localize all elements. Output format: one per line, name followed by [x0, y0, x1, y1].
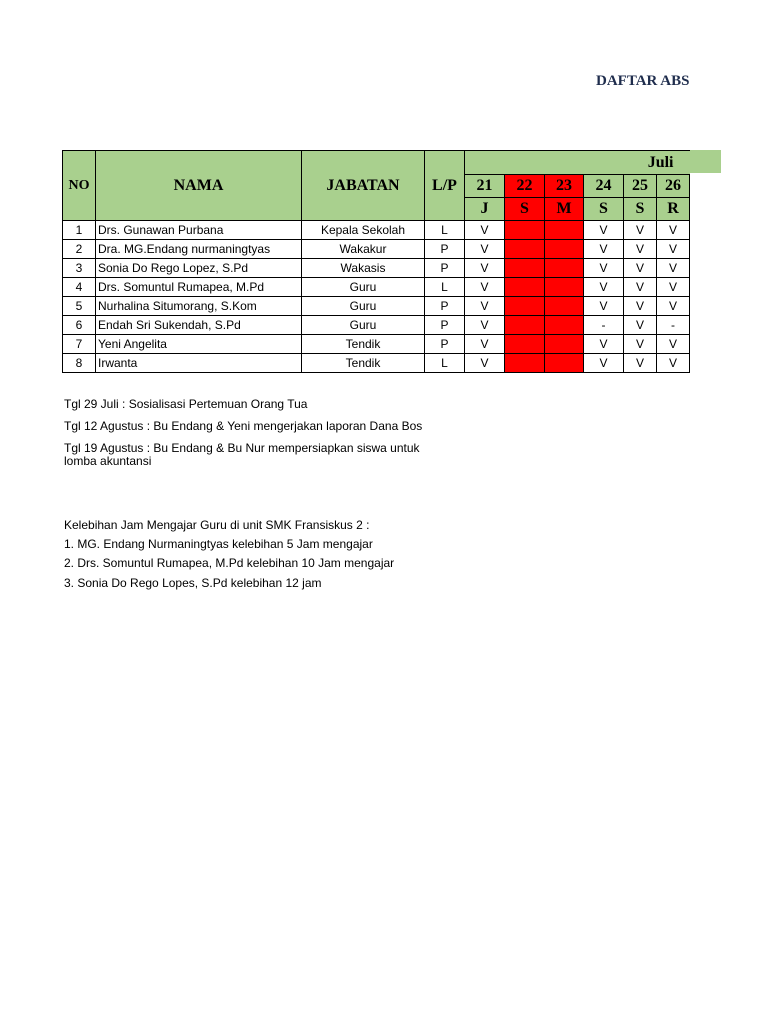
attendance-cell-weekend [545, 335, 584, 354]
row-nama: Irwanta [96, 354, 302, 373]
attendance-cell-weekend [545, 316, 584, 335]
attendance-cell: V [624, 354, 657, 373]
row-lp: P [425, 240, 465, 259]
row-nama: Sonia Do Rego Lopez, S.Pd [96, 259, 302, 278]
attendance-cell: V [465, 335, 505, 354]
kelebihan-heading: Kelebihan Jam Mengajar Guru di unit SMK Fransiskus 2 : [64, 518, 370, 532]
attendance-cell-weekend [545, 278, 584, 297]
day-header-weekend: M [545, 198, 584, 221]
day-header-weekend: S [505, 198, 545, 221]
attendance-cell: - [584, 316, 624, 335]
row-jabatan: Guru [302, 278, 425, 297]
attendance-cell-weekend [505, 240, 545, 259]
table-row [63, 316, 690, 335]
attendance-cell-weekend [545, 354, 584, 373]
row-lp: P [425, 335, 465, 354]
table-row [63, 240, 690, 259]
table-row [63, 278, 690, 297]
attendance-cell-weekend [545, 221, 584, 240]
row-nama: Endah Sri Sukendah, S.Pd [96, 316, 302, 335]
attendance-cell: V [624, 259, 657, 278]
header-month: Juli [465, 151, 690, 175]
attendance-cell: V [657, 278, 690, 297]
row-nama: Drs. Gunawan Purbana [96, 221, 302, 240]
month-header-extension [688, 150, 721, 173]
row-nama: Drs. Somuntul Rumapea, M.Pd [96, 278, 302, 297]
attendance-cell: V [624, 297, 657, 316]
attendance-cell-weekend [505, 335, 545, 354]
row-no: 3 [63, 259, 96, 278]
table-row [63, 259, 690, 278]
table-row [63, 297, 690, 316]
attendance-cell: V [584, 221, 624, 240]
row-jabatan: Guru [302, 316, 425, 335]
header-nama: NAMA [96, 151, 302, 221]
attendance-cell: V [624, 278, 657, 297]
row-jabatan: Kepala Sekolah [302, 221, 425, 240]
row-no: 5 [63, 297, 96, 316]
row-lp: L [425, 221, 465, 240]
table-row [63, 335, 690, 354]
date-header: 21 [465, 175, 505, 198]
attendance-cell-weekend [505, 259, 545, 278]
table-row [63, 354, 690, 373]
row-jabatan: Tendik [302, 335, 425, 354]
note-line: Tgl 29 Juli : Sosialisasi Pertemuan Orang Tua [64, 397, 308, 411]
day-header: R [657, 198, 690, 221]
row-lp: P [425, 297, 465, 316]
attendance-cell: V [657, 221, 690, 240]
row-nama: Yeni Angelita [96, 335, 302, 354]
row-jabatan: Wakasis [302, 259, 425, 278]
row-no: 7 [63, 335, 96, 354]
attendance-cell: V [624, 240, 657, 259]
attendance-cell: V [584, 354, 624, 373]
attendance-cell-weekend [505, 278, 545, 297]
date-header-weekend: 22 [505, 175, 545, 198]
header-jabatan: JABATAN [302, 151, 425, 221]
row-jabatan: Guru [302, 297, 425, 316]
attendance-cell-weekend [545, 259, 584, 278]
row-no: 8 [63, 354, 96, 373]
attendance-cell: V [584, 240, 624, 259]
table-row [63, 221, 690, 240]
day-header: S [584, 198, 624, 221]
attendance-cell: V [657, 354, 690, 373]
attendance-cell: V [465, 297, 505, 316]
row-jabatan: Tendik [302, 354, 425, 373]
row-lp: L [425, 278, 465, 297]
row-lp: P [425, 316, 465, 335]
day-header: S [624, 198, 657, 221]
attendance-cell: - [657, 316, 690, 335]
attendance-table [62, 150, 690, 373]
row-no: 4 [63, 278, 96, 297]
header-no: NO [63, 151, 96, 221]
attendance-cell-weekend [505, 221, 545, 240]
attendance-cell-weekend [545, 297, 584, 316]
attendance-cell-weekend [505, 354, 545, 373]
date-header: 24 [584, 175, 624, 198]
note-line: Tgl 19 Agustus : Bu Endang & Bu Nur mempersiapkan siswa untuk lomba akuntansi [64, 441, 420, 468]
row-no: 1 [63, 221, 96, 240]
attendance-cell-weekend [505, 316, 545, 335]
attendance-cell-weekend [545, 240, 584, 259]
attendance-cell: V [584, 297, 624, 316]
header-lp: L/P [425, 151, 465, 221]
row-nama: Nurhalina Situmorang, S.Kom [96, 297, 302, 316]
attendance-cell: V [465, 221, 505, 240]
attendance-cell: V [465, 278, 505, 297]
attendance-cell: V [584, 335, 624, 354]
attendance-cell: V [657, 240, 690, 259]
attendance-cell: V [584, 278, 624, 297]
attendance-cell: V [465, 259, 505, 278]
attendance-cell: V [465, 240, 505, 259]
date-header: 25 [624, 175, 657, 198]
row-lp: P [425, 259, 465, 278]
row-no: 2 [63, 240, 96, 259]
kelebihan-item: 3. Sonia Do Rego Lopes, S.Pd kelebihan 12 jam [64, 576, 322, 590]
row-no: 6 [63, 316, 96, 335]
row-lp: L [425, 354, 465, 373]
row-nama: Dra. MG.Endang nurmaningtyas [96, 240, 302, 259]
note-line: Tgl 12 Agustus : Bu Endang & Yeni mengerjakan laporan Dana Bos [64, 419, 423, 433]
attendance-cell: V [465, 354, 505, 373]
kelebihan-item: 1. MG. Endang Nurmaningtyas kelebihan 5 Jam mengajar [64, 537, 373, 551]
date-header-weekend: 23 [545, 175, 584, 198]
kelebihan-item: 2. Drs. Somuntul Rumapea, M.Pd kelebihan 10 Jam mengajar [64, 556, 395, 570]
attendance-cell-weekend [505, 297, 545, 316]
attendance-cell: V [657, 297, 690, 316]
attendance-cell: V [584, 259, 624, 278]
attendance-cell: V [624, 316, 657, 335]
attendance-cell: V [624, 335, 657, 354]
day-header: J [465, 198, 505, 221]
date-header: 26 [657, 175, 690, 198]
attendance-cell: V [465, 316, 505, 335]
document-title: DAFTAR ABS [596, 73, 689, 89]
row-jabatan: Wakakur [302, 240, 425, 259]
attendance-cell: V [657, 335, 690, 354]
attendance-cell: V [624, 221, 657, 240]
attendance-cell: V [657, 259, 690, 278]
